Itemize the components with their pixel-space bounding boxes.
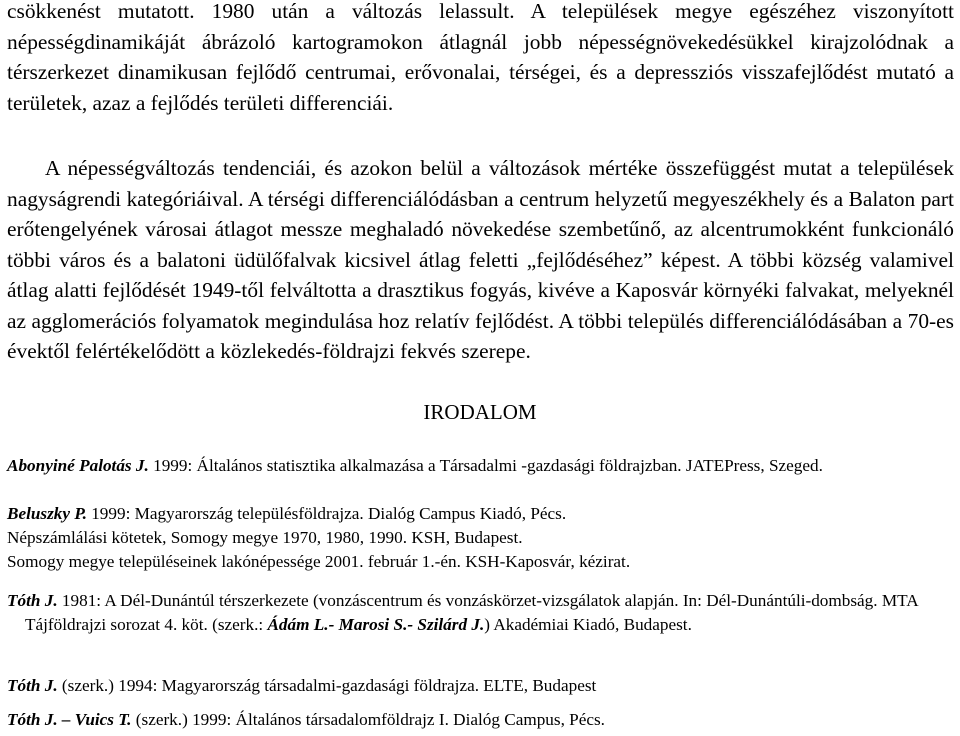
reference-text: Népszámlálási kötetek, Somogy megye 1970, 1980, 1990. KSH, Budapest. — [7, 528, 523, 547]
reference-text: 1999: Általános statisztika alkalmazása a Társadalmi -gazdasági földrajzban. JATEPress, Szeged. — [148, 456, 823, 475]
reference-item-5 — [7, 589, 960, 637]
body-paragraph-1: csökkenést mutatott. 1980 után a változás lelassult. A települések megye egészéhez viszonyított népességdinamikáját ábrázoló kartogramokon átlagnál jobb népességnövekedésükkel kirajzolódnak a térszerkezet dinamikusan fejlődő centrumai, erővonalai, térségei, és a depressziós visszafejlődést mutató a területek, azaz a fejlődés területi differenciái. — [7, 0, 954, 115]
reference-text: 1981: A Dél-Dunántúl térszerkezete (vonzáscentrum és vonzáskörzet-vizsgálatok alapján. In: Dél-Dunántúli-dombság. MTA Tájföldrajzi sorozat 4. köt. (szerk.: — [25, 591, 918, 634]
reference-text: 1999: Magyarország településföldrajza. Dialóg Campus Kiadó, Pécs. — [86, 504, 567, 523]
reference-text: Somogy megye településeinek lakónépessége 2001. február 1.-én. KSH-Kaposvár, kézirat. — [7, 552, 631, 571]
reference-text: (szerk.) 1994: Magyarország társadalmi-gazdasági földrajza. ELTE, Budapest — [57, 676, 597, 695]
reference-author: Tóth J. — [7, 676, 58, 695]
body-paragraph-2: A népességváltozás tendenciái, és azokon belül a változások mértéke összefüggést mutat a települések nagyságrendi kategóriáival. A térségi differenciálódásban a centrum helyzetű megyeszékhely és a Balaton part erőtengelyének városai átlagot messze meghaladó növekedése szembetűnő, az alcentrumokként funkcionáló többi város és a balatoni üdülőfalvak kicsivel átlag feletti „fejlődéséhez” képest. A többi község valamivel átlag alatti fejlődését 1949-től felváltotta a drasztikus fogyás, kivéve a Kaposvár környéki falvakat, melyeknél az agglomerációs folyamatok megindulása hoz relatív fejlődést. A többi település differenciálódásában a 70-es évektől felértékelődött a közlekedés-földrajzi fekvés szerepe. — [7, 156, 954, 363]
reference-author: Tóth J. — [7, 591, 58, 610]
reference-tail: ) Akadémiai Kiadó, Budapest. — [484, 615, 692, 634]
reference-author: Beluszky P. — [7, 504, 87, 523]
references-heading: IRODALOM — [423, 400, 537, 424]
reference-item-7 — [7, 708, 960, 732]
reference-item-4 — [7, 550, 960, 574]
reference-editors: Ádám L.- Marosi S.- Szilárd J. — [267, 615, 485, 634]
reference-item-2 — [7, 502, 960, 526]
reference-item-3 — [7, 526, 960, 550]
reference-text: (szerk.) 1999: Általános társadalomföldrajz I. Dialóg Campus, Pécs. — [131, 710, 605, 729]
reference-author: Tóth J. – Vuics T. — [7, 710, 132, 729]
reference-author: Abonyiné Palotás J. — [7, 456, 149, 475]
reference-item-6 — [7, 674, 960, 698]
reference-item-1 — [7, 454, 960, 478]
